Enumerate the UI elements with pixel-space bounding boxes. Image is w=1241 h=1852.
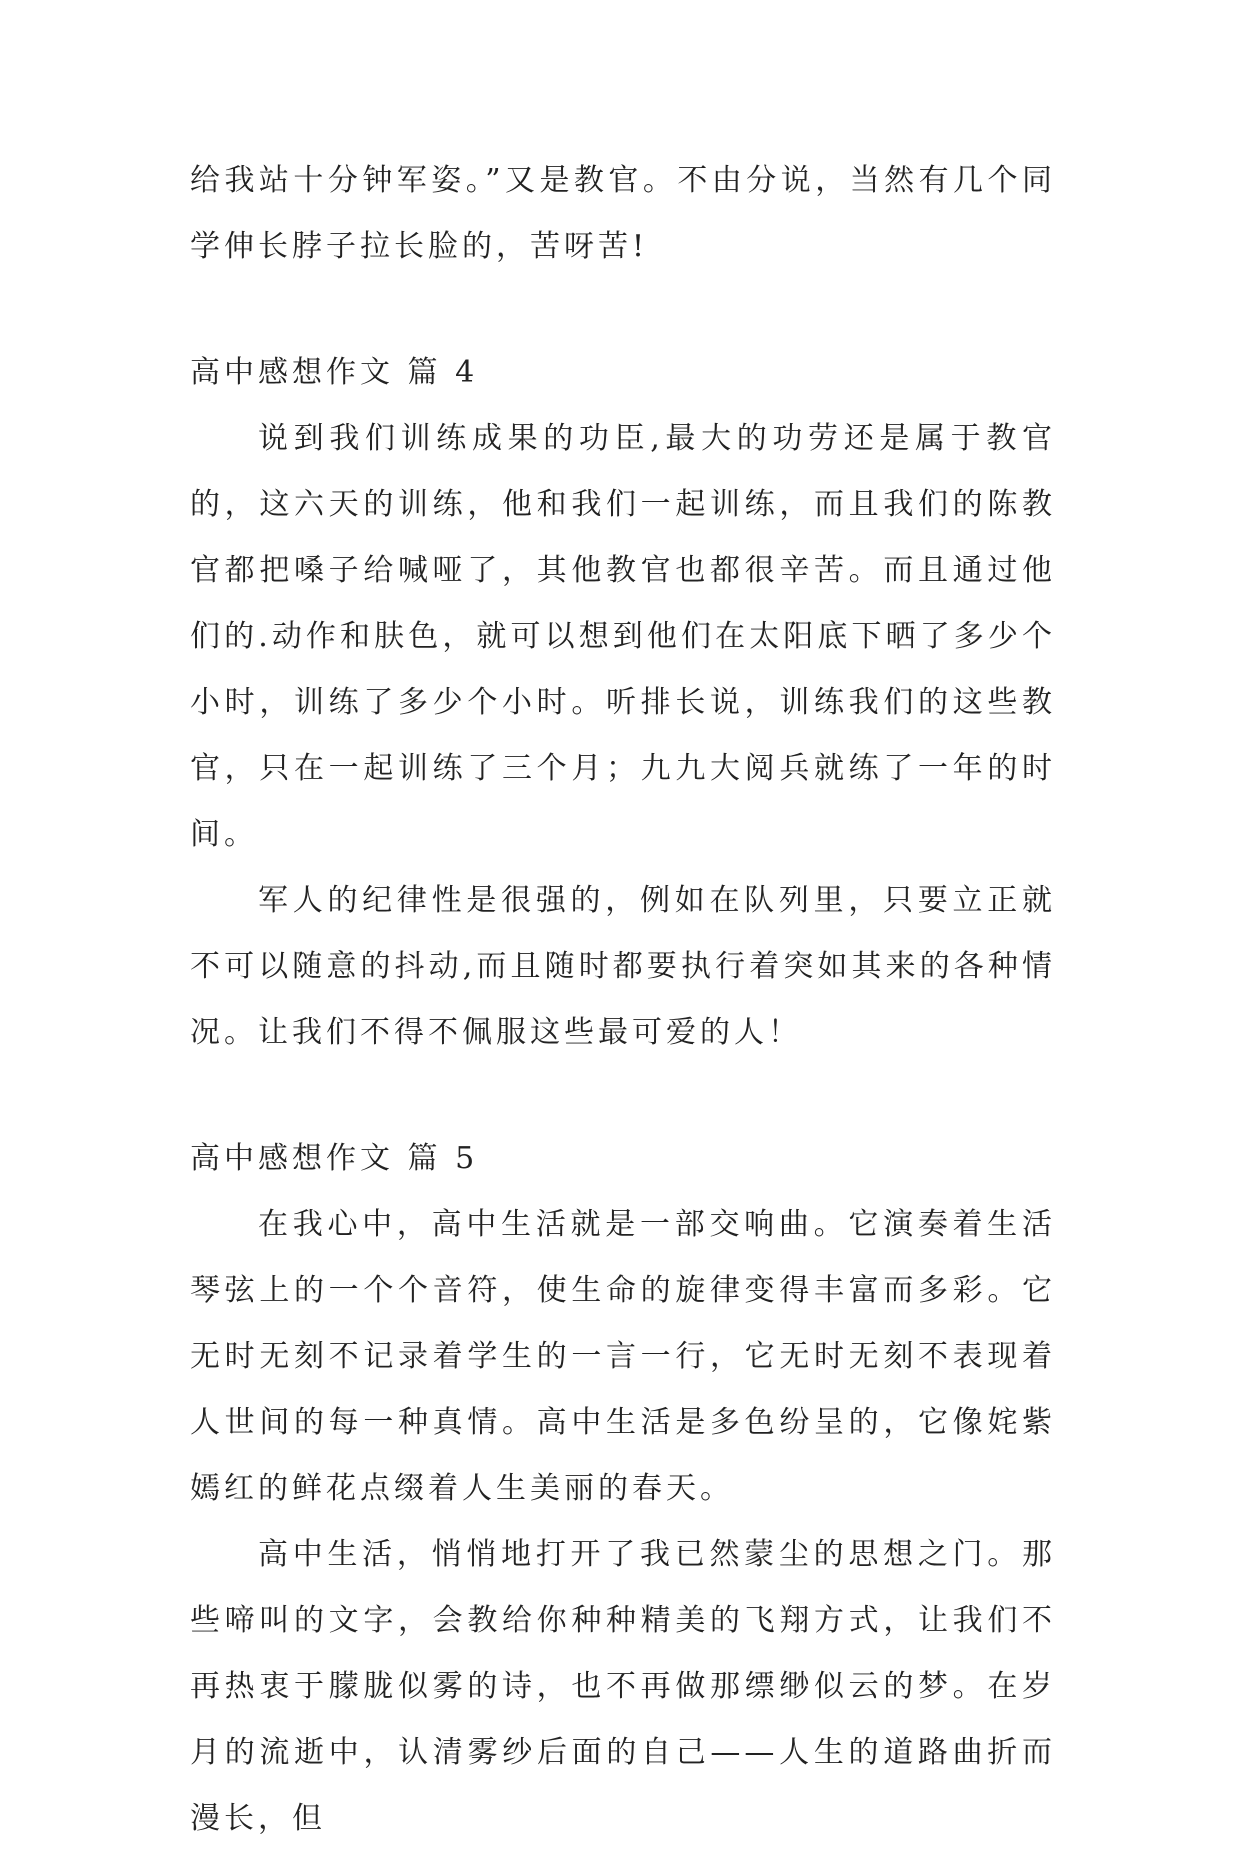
paragraph: 说到我们训练成果的功臣,最大的功劳还是属于教官的，这六天的训练，他和我们一起训练，而且我们的陈教官都把嗓子给喊哑了，其他教官也都很辛苦。而且通过他们的.动作和肤色，就可以想到他们在太阳底下晒了多少个小时，训练了多少个小时。听排长说，训练我们的这些教官，只在一起训练了三个月；九九大阅兵就练了一年的时间。 (190, 421, 1056, 852)
section-5 (190, 1126, 1056, 1852)
section-4 (190, 340, 1056, 1066)
paragraph: 给我站十分钟军姿。”又是教官。不由分说，当然有几个同学伸长脖子拉长脸的，苦呀苦! (190, 163, 1056, 264)
paragraph: 在我心中，高中生活就是一部交响曲。它演奏着生活琴弦上的一个个音符，使生命的旋律变得丰富而多彩。它无时无刻不记录着学生的一言一行，它无时无刻不表现着人世间的每一种真情。高中生活是多色纷呈的，它像姹紫嫣红的鲜花点缀着人生美丽的春天。 (190, 1207, 1056, 1506)
section-heading: 高中感想作文 篇 5 (190, 1141, 479, 1176)
section-heading: 高中感想作文 篇 4 (190, 355, 479, 390)
paragraph: 军人的纪律性是很强的，例如在队列里，只要立正就不可以随意的抖动,而且随时都要执行着突如其来的各种情况。让我们不得不佩服这些最可爱的人！ (190, 883, 1056, 1050)
document-page (190, 148, 1056, 1852)
section-continued (190, 148, 1056, 280)
paragraph: 高中生活，悄悄地打开了我已然蒙尘的思想之门。那些啼叫的文字，会教给你种种精美的飞翔方式，让我们不再热衷于朦胧似雾的诗，也不再做那缥缈似云的梦。在岁月的流逝中，认清雾纱后面的自己——人生的道路曲折而漫长，但 (190, 1537, 1056, 1836)
